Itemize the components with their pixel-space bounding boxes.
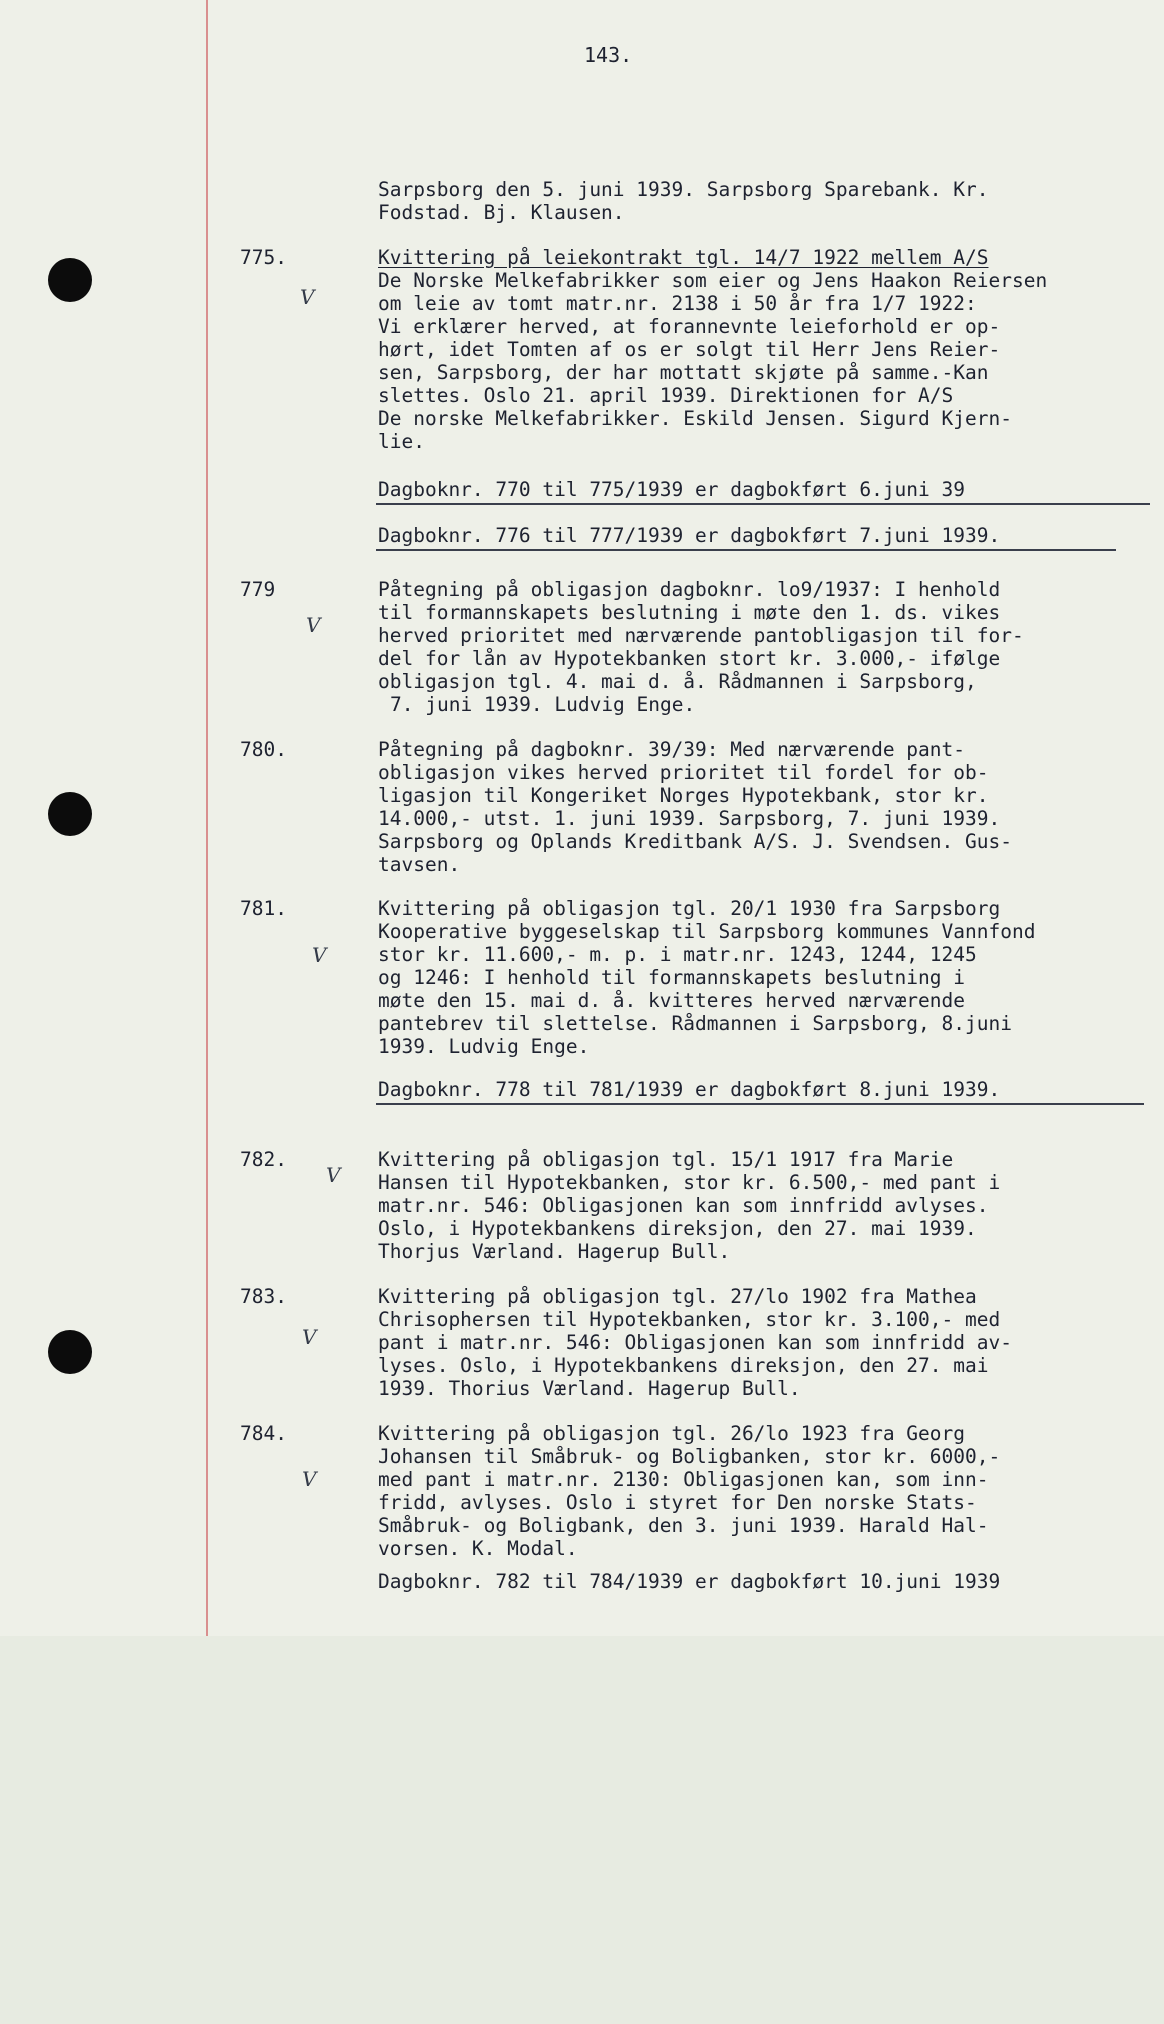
text-line: Kvittering på obligasjon tgl. 15/1 1917 fra Marie (378, 1148, 954, 1171)
text-line: pantebrev til slettelse. Rådmannen i Sarpsborg, 8.juni (378, 1012, 1012, 1035)
text-line: Kvittering på obligasjon tgl. 26/lo 1923 fra Georg (378, 1422, 965, 1445)
text-line: 14.000,- utst. 1. juni 1939. Sarpsborg, 7. juni 1939. (378, 807, 1001, 830)
dagbok-line: Dagboknr. 776 til 777/1939 er dagbokført 7.juni 1939. (378, 524, 1001, 547)
underline-rule (376, 503, 1150, 505)
entry-number: 780. (240, 738, 287, 761)
text-line: slettes. Oslo 21. april 1939. Direktionen for A/S (378, 384, 954, 407)
entry-number: 775. (240, 246, 287, 269)
text-line: lyses. Oslo, i Hypotekbankens direksjon, den 27. mai (378, 1354, 989, 1377)
dagbok-line: Dagboknr. 778 til 781/1939 er dagbokført 8.juni 1939. (378, 1078, 1001, 1101)
text-line: Sarpsborg den 5. juni 1939. Sarpsborg Sparebank. Kr. (378, 178, 989, 201)
text-line: Kvittering på leiekontrakt tgl. 14/7 1922 mellem A/S (378, 246, 989, 269)
text-line: hørt, idet Tomten af os er solgt til Herr Jens Reier- (378, 338, 1001, 361)
text-line: stor kr. 11.600,- m. p. i matr.nr. 1243, 1244, 1245 (378, 943, 977, 966)
text-line: del for lån av Hypotekbanken stort kr. 3.000,- ifølge (378, 647, 1001, 670)
entry-number: 779 (240, 578, 276, 601)
text-line: De norske Melkefabrikker. Eskild Jensen. Sigurd Kjern- (378, 407, 1012, 430)
text-line: om leie av tomt matr.nr. 2138 i 50 år fra 1/7 1922: (378, 292, 977, 315)
text-line: Thorjus Værland. Hagerup Bull. (378, 1240, 731, 1263)
text-line: De Norske Melkefabrikker som eier og Jens Haakon Reiersen (378, 269, 1048, 292)
text-line: Vi erklærer herved, at forannevnte leieforhold er op- (378, 315, 1001, 338)
text-line: møte den 15. mai d. å. kvitteres herved nærværende (378, 989, 965, 1012)
text-line: Påtegning på dagboknr. 39/39: Med nærværende pant- (378, 738, 965, 761)
text-line: lie. (378, 430, 425, 453)
text-line: Sarpsborg og Oplands Kreditbank A/S. J. Svendsen. Gus- (378, 830, 1012, 853)
check-mark: V (306, 613, 321, 637)
text-line: vorsen. K. Modal. (378, 1537, 578, 1560)
text-line: 1939. Thorius Værland. Hagerup Bull. (378, 1377, 801, 1400)
text-line: pant i matr.nr. 546: Obligasjonen kan som innfridd av- (378, 1331, 1012, 1354)
entry-number: 783. (240, 1285, 287, 1308)
entry-number: 782. (240, 1148, 287, 1171)
dagbok-line: Dagboknr. 770 til 775/1939 er dagbokført 6.juni 39 (378, 478, 965, 501)
text-line: og 1246: I henhold til formannskapets beslutning i (378, 966, 965, 989)
text-line: 7. juni 1939. Ludvig Enge. (390, 693, 696, 716)
text-line: Fodstad. Bj. Klausen. (378, 201, 625, 224)
text-line: til formannskapets beslutning i møte den 1. ds. vikes (378, 601, 1001, 624)
text-line: Johansen til Småbruk- og Boligbanken, stor kr. 6000,- (378, 1445, 1001, 1468)
text-line: Påtegning på obligasjon dagboknr. lo9/1937: I henhold (378, 578, 1001, 601)
text-line: obligasjon tgl. 4. mai d. å. Rådmannen i Sarpsborg, (378, 670, 977, 693)
text-line: Kooperative byggeselskap til Sarpsborg kommunes Vannfond (378, 920, 1036, 943)
check-mark: V (302, 1325, 317, 1349)
text-line: fridd, avlyses. Oslo i styret for Den norske Stats- (378, 1491, 977, 1514)
underline-rule (376, 1103, 1144, 1105)
text-line: Kvittering på obligasjon tgl. 27/lo 1902 fra Mathea (378, 1285, 977, 1308)
text-line: matr.nr. 546: Obligasjonen kan som innfridd avlyses. (378, 1194, 989, 1217)
check-mark: V (300, 285, 315, 309)
entry-number: 784. (240, 1422, 287, 1445)
entry-number: 781. (240, 897, 287, 920)
text-line: med pant i matr.nr. 2130: Obligasjonen kan, som inn- (378, 1468, 989, 1491)
text-line: Chrisophersen til Hypotekbanken, stor kr. 3.100,- med (378, 1308, 1001, 1331)
text-line: tavsen. (378, 853, 461, 876)
check-mark: V (312, 943, 327, 967)
dagbok-line: Dagboknr. 782 til 784/1939 er dagbokført 10.juni 1939 (378, 1570, 1001, 1593)
text-line: 1939. Ludvig Enge. (378, 1035, 590, 1058)
text-line: Kvittering på obligasjon tgl. 20/1 1930 fra Sarpsborg (378, 897, 1001, 920)
check-mark: V (326, 1163, 341, 1187)
text-line: Småbruk- og Boligbank, den 3. juni 1939. Harald Hal- (378, 1514, 989, 1537)
text-line: sen, Sarpsborg, der har mottatt skjøte på samme.-Kan (378, 361, 989, 384)
text-line: obligasjon vikes herved prioritet til fordel for ob- (378, 761, 989, 784)
text-line: herved prioritet med nærværende pantobligasjon til for- (378, 624, 1024, 647)
text-line: Hansen til Hypotekbanken, stor kr. 6.500,- med pant i (378, 1171, 1001, 1194)
text-line: Oslo, i Hypotekbankens direksjon, den 27. mai 1939. (378, 1217, 977, 1240)
page-number: 143. (584, 43, 633, 67)
underline-rule (376, 549, 1116, 551)
check-mark: V (302, 1467, 317, 1491)
text-line: ligasjon til Kongeriket Norges Hypotekbank, stor kr. (378, 784, 989, 807)
